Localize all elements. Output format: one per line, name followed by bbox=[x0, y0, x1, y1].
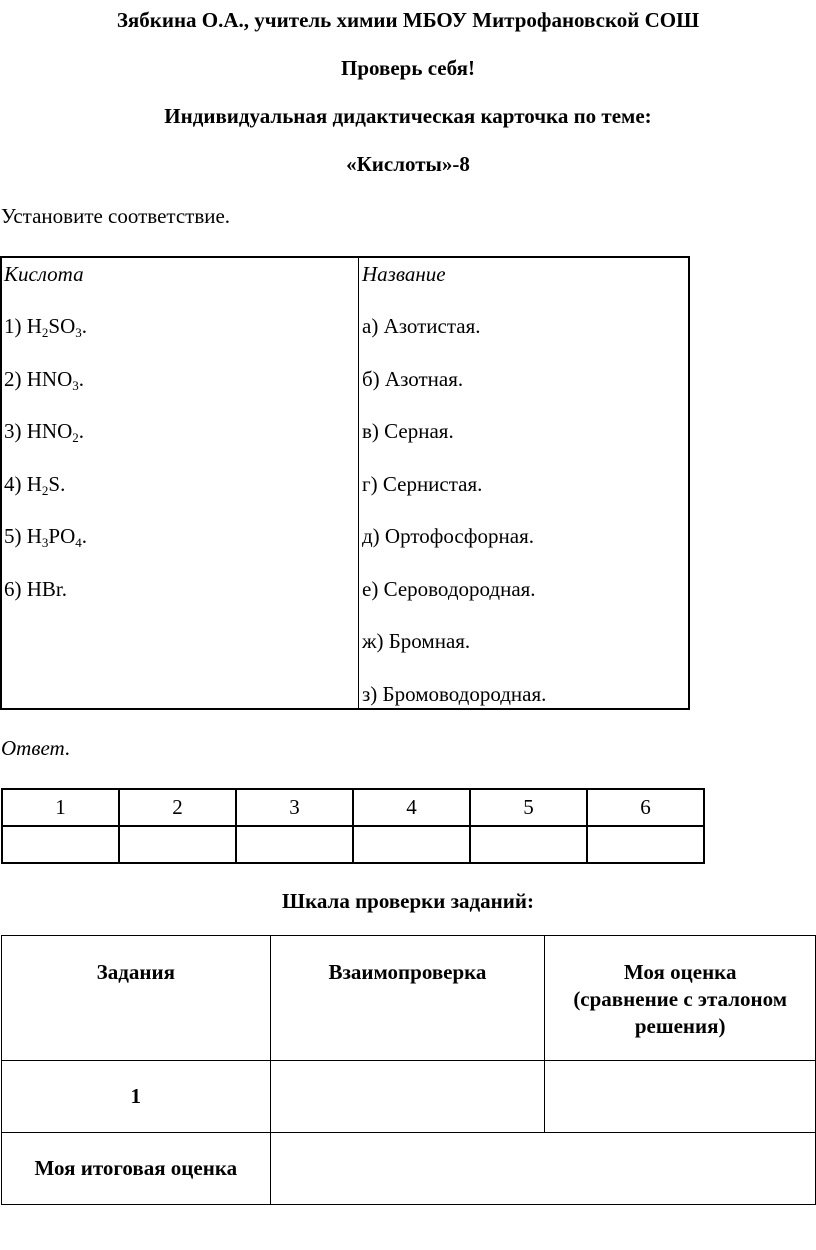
self-grade-header-line2: (сравнение с эталоном bbox=[573, 987, 788, 1011]
acid-subscript: 3 bbox=[72, 377, 79, 393]
answer-header-row bbox=[2, 789, 704, 826]
self-grade-header-line1: Моя оценка bbox=[623, 960, 737, 984]
final-grade-cell[interactable] bbox=[270, 1133, 815, 1205]
acid-text: . bbox=[78, 366, 84, 391]
final-grade-label: Моя итоговая оценка bbox=[2, 1133, 271, 1205]
acid-text: PO bbox=[48, 524, 76, 548]
task-number-cell: 1 bbox=[2, 1061, 271, 1133]
self-grade-cell[interactable] bbox=[545, 1061, 816, 1133]
author-line: Зябкина О.А., учитель химии МБОУ Митрофановской СОШ bbox=[116, 8, 700, 32]
acid-name-item: з) Бромоводородная. bbox=[362, 681, 547, 706]
topic-title: «Кислоты»-8 bbox=[346, 152, 470, 176]
score-header-row bbox=[2, 936, 816, 1061]
answer-cell-2[interactable] bbox=[119, 826, 236, 863]
answer-cell-5[interactable] bbox=[470, 826, 587, 863]
acid-name-item: в) Серная. bbox=[362, 419, 454, 443]
answer-label-suffix: . bbox=[64, 736, 70, 760]
final-grade-row bbox=[2, 1133, 816, 1205]
card-title: Индивидуальная дидактическая карточка по теме: bbox=[164, 104, 652, 128]
acid-text: S bbox=[48, 471, 61, 496]
answer-input-row bbox=[2, 826, 704, 863]
answer-label bbox=[1, 735, 70, 761]
answer-col-6: 6 bbox=[587, 789, 704, 826]
acid-text: . bbox=[78, 419, 84, 443]
acid-text: 1) H bbox=[4, 314, 42, 338]
acid-text: . bbox=[60, 471, 66, 496]
answer-cell-1[interactable] bbox=[2, 826, 119, 863]
answer-col-5: 5 bbox=[470, 789, 587, 826]
match-table-divider bbox=[358, 258, 359, 708]
acid-item bbox=[4, 471, 65, 497]
acid-item bbox=[4, 366, 84, 392]
subtitle: Проверь себя! bbox=[341, 56, 475, 80]
answer-table bbox=[1, 788, 705, 864]
acid-name-item: б) Азотная. bbox=[362, 366, 464, 391]
task-instruction: Установите соответствие. bbox=[1, 204, 231, 228]
acid-subscript: 2 bbox=[41, 325, 49, 340]
answer-col-4: 4 bbox=[353, 789, 470, 826]
acid-name-item: е) Сероводородная. bbox=[362, 576, 536, 601]
self-grade-header bbox=[545, 936, 816, 1061]
acid-item bbox=[4, 313, 87, 339]
score-task-row bbox=[2, 1061, 816, 1133]
name-column-header: Название bbox=[362, 262, 446, 286]
match-table bbox=[0, 256, 690, 710]
self-grade-header-line3: решения) bbox=[634, 1014, 726, 1038]
answer-col-1: 1 bbox=[2, 789, 119, 826]
answer-col-2: 2 bbox=[119, 789, 236, 826]
tasks-header: Задания bbox=[2, 936, 271, 1061]
score-title: Шкала проверки заданий: bbox=[282, 889, 534, 913]
acid-item bbox=[4, 576, 67, 602]
acid-column-header: Кислота bbox=[4, 262, 84, 286]
acid-text: . bbox=[81, 524, 88, 548]
acid-subscript: 2 bbox=[72, 430, 79, 445]
answer-cell-4[interactable] bbox=[353, 826, 470, 863]
answer-cell-6[interactable] bbox=[587, 826, 704, 863]
acid-name-item: а) Азотистая. bbox=[362, 314, 481, 338]
acid-text: 6) HBr. bbox=[4, 576, 67, 601]
acid-text: 2) HNO bbox=[4, 366, 73, 391]
acid-text: . bbox=[81, 314, 88, 338]
peer-review-cell[interactable] bbox=[270, 1061, 545, 1133]
answer-col-3: 3 bbox=[236, 789, 353, 826]
score-table bbox=[1, 935, 816, 1205]
acid-text: 3) HNO bbox=[4, 419, 73, 443]
acid-name-item: г) Сернистая. bbox=[362, 471, 483, 496]
acid-text: SO bbox=[48, 314, 76, 338]
peer-review-header: Взаимопроверка bbox=[270, 936, 545, 1061]
acid-text: 4) H bbox=[4, 471, 42, 496]
acid-subscript: 2 bbox=[41, 482, 49, 498]
acid-item bbox=[4, 418, 84, 444]
answer-label-text: Ответ bbox=[1, 736, 65, 760]
acid-item bbox=[4, 523, 87, 549]
acid-subscript: 4 bbox=[75, 535, 82, 550]
acid-name-item: д) Ортофосфорная. bbox=[362, 524, 534, 548]
acid-text: 5) H bbox=[4, 524, 42, 548]
acid-subscript: 3 bbox=[41, 535, 49, 550]
acid-name-item: ж) Бромная. bbox=[362, 629, 471, 653]
answer-cell-3[interactable] bbox=[236, 826, 353, 863]
acid-subscript: 3 bbox=[75, 325, 82, 340]
